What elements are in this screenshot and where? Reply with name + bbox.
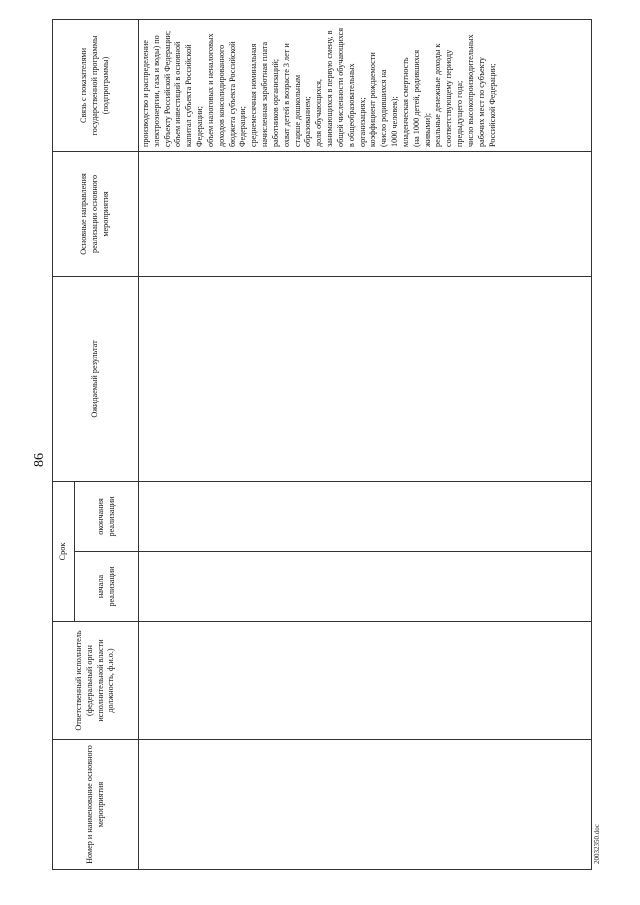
table-row [139, 19, 592, 869]
header-expected-result: Ожидаемый результат [53, 276, 139, 481]
indicator-list [141, 24, 498, 147]
header-number-and-name: Номер и наименование основного мероприятия [53, 740, 139, 870]
indicator-line: коэффициент рождаемости [368, 52, 378, 147]
indicator-line: 1000 человек); [390, 96, 400, 147]
indicator-line: среднемесячная номинальная [249, 43, 259, 147]
cell-responsible [139, 622, 592, 740]
indicator-line: производство и распределение [141, 40, 150, 147]
indicator-line: (на 1000 детей, родившихся [411, 49, 421, 147]
indicator-line: соответствующему периоду [444, 49, 454, 147]
indicator-line: доля обучающихся, [314, 79, 324, 147]
indicator-line: Федерации; [238, 106, 248, 147]
header-term-end: окончания реализации [75, 481, 139, 551]
indicator-line: начисленная заработная плата [260, 41, 270, 147]
indicator-line: занимающихся в первую смену, в [325, 30, 335, 147]
indicator-line: старше дошкольным [292, 74, 302, 147]
indicator-line: младенческая смертность [400, 57, 410, 147]
indicator-line: субъекту Российской Федерации; [162, 30, 172, 147]
cell-term-end [139, 481, 592, 551]
indicator-line: организациях; [357, 97, 367, 147]
indicator-line: рабочих мест по субъекту [476, 56, 486, 147]
indicator-line: электроэнергии, газа и воды) по [151, 35, 161, 147]
rotated-page [30, 20, 610, 870]
cell-number-and-name [139, 740, 592, 870]
document-id: 20032350.doc [593, 824, 601, 864]
cell-link-indicators [139, 19, 592, 151]
header-term: Срок [53, 481, 75, 621]
indicator-line: Федерации; [195, 106, 205, 147]
indicator-line: (число родившихся на [379, 69, 389, 147]
indicator-line: Российской Федерации; [487, 63, 497, 147]
indicator-line: доходов консолидированного [216, 44, 226, 147]
indicator-line: число высокопроизводительных [465, 34, 475, 147]
header-row-1 [53, 19, 75, 869]
indicator-line: работников организаций; [270, 58, 280, 147]
indicator-line: охват детей в возрасте 3 лет и [281, 43, 291, 147]
indicator-line: образованием; [303, 96, 313, 147]
indicator-line: бюджета субъекта Российской [227, 41, 237, 147]
header-directions: Основные направления реализации основного мероприятия [53, 151, 139, 276]
cell-term-start [139, 552, 592, 622]
header-link-indicators: Связь с показателями государственной программы (подпрограммы) [53, 19, 139, 151]
indicator-line: объем налоговых и неналоговых [205, 33, 215, 147]
indicator-line: предыдущего года; [455, 80, 465, 147]
indicator-line: в общеобразовательных [346, 63, 356, 147]
indicator-line: объем инвестиций в основной [173, 41, 183, 147]
cell-expected-result [139, 276, 592, 481]
header-responsible: Ответственный исполнитель (федеральный орган исполнительной власти должность, ф.и.о.) [53, 622, 139, 740]
indicator-line: живыми); [422, 113, 432, 147]
indicator-line: реальные денежные доходы к [433, 43, 443, 147]
indicator-line: капитал субъекта Российской [184, 44, 194, 147]
header-term-start: начала реализации [75, 552, 139, 622]
activities-table [52, 19, 592, 870]
cell-directions [139, 151, 592, 276]
page-number: 86 [32, 453, 47, 467]
indicator-line: общей численности обучающихся [335, 27, 345, 147]
